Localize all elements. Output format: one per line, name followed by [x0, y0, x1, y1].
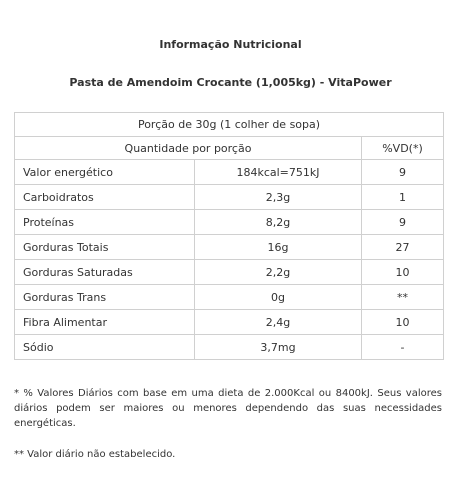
header-vd: %VD(*)	[362, 137, 444, 160]
table-row	[15, 335, 444, 360]
nutrient-name: Proteínas	[15, 210, 195, 235]
nutrient-name: Fibra Alimentar	[15, 310, 195, 335]
nutrient-vd: -	[362, 335, 444, 360]
nutrient-vd: **	[362, 285, 444, 310]
table-row	[15, 210, 444, 235]
header-amount: Quantidade por porção	[15, 137, 362, 160]
nutrient-name: Valor energético	[15, 160, 195, 185]
nutrient-amount: 2,3g	[195, 185, 362, 210]
nutrient-amount: 3,7mg	[195, 335, 362, 360]
nutrient-amount: 8,2g	[195, 210, 362, 235]
nutrient-name: Sódio	[15, 335, 195, 360]
nutrient-vd: 9	[362, 160, 444, 185]
table-row	[15, 310, 444, 335]
product-name: Pasta de Amendoim Crocante (1,005kg) - VitaPower	[69, 76, 392, 89]
table-row	[15, 285, 444, 310]
nutrient-vd: 27	[362, 235, 444, 260]
nutrient-name: Gorduras Totais	[15, 235, 195, 260]
nutrient-vd: 9	[362, 210, 444, 235]
nutrient-amount: 2,4g	[195, 310, 362, 335]
nutrient-name: Gorduras Trans	[15, 285, 195, 310]
nutrient-vd: 1	[362, 185, 444, 210]
portion-cell: Porção de 30g (1 colher de sopa)	[15, 113, 444, 137]
table-row	[15, 185, 444, 210]
page-title: Informação Nutricional	[159, 38, 302, 51]
portion-row	[15, 113, 444, 137]
table-row	[15, 235, 444, 260]
nutrient-vd: 10	[362, 260, 444, 285]
nutrition-table	[14, 112, 444, 360]
nutrient-amount: 16g	[195, 235, 362, 260]
footnote-daily-values: * % Valores Diários com base em uma dieta de 2.000Kcal ou 8400kJ. Seus valores diários podem ser maiores ou menores dependendo das suas necessidades energéticas.	[14, 388, 442, 429]
nutrient-amount: 184kcal=751kJ	[195, 160, 362, 185]
nutrient-name: Gorduras Saturadas	[15, 260, 195, 285]
nutrient-name: Carboidratos	[15, 185, 195, 210]
nutrient-amount: 0g	[195, 285, 362, 310]
table-row	[15, 260, 444, 285]
nutrient-amount: 2,2g	[195, 260, 362, 285]
table-row	[15, 160, 444, 185]
footnote-not-established: ** Valor diário não estabelecido.	[14, 449, 176, 460]
header-row	[15, 137, 444, 160]
nutrient-vd: 10	[362, 310, 444, 335]
